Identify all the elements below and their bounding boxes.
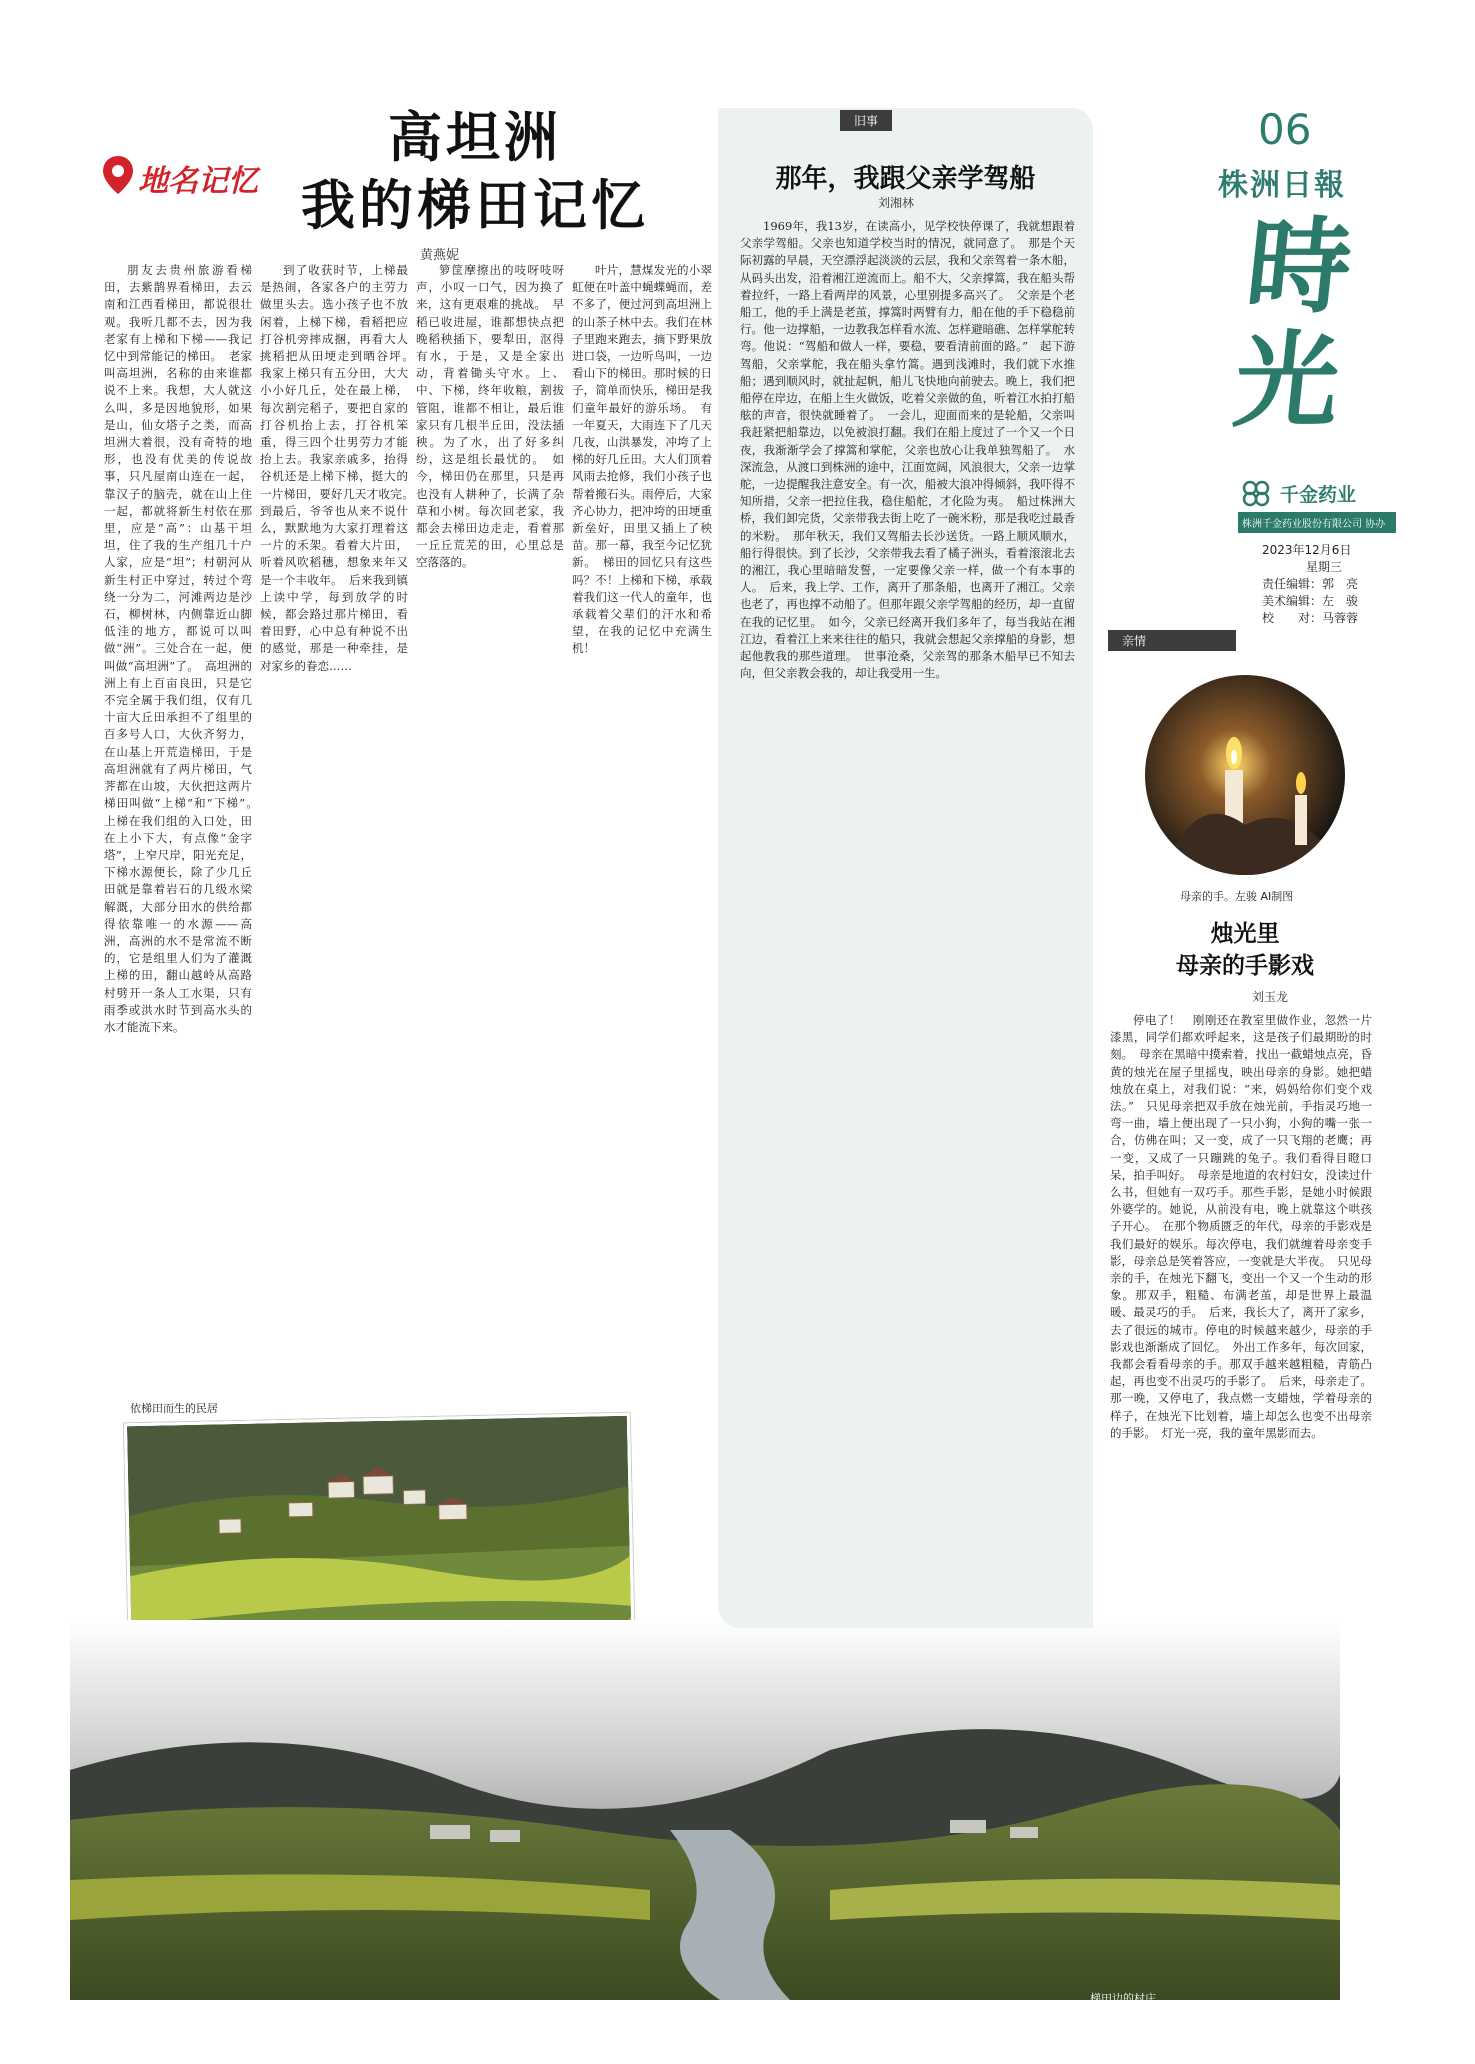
article-author: 黄燕妮 <box>420 248 460 263</box>
proofreader: 校 对：马蓉蓉 <box>1262 611 1359 625</box>
section-tag-old-story: 旧事 <box>840 110 892 131</box>
article-2-title: 那年，我跟父亲学驾船 <box>775 164 1036 194</box>
image-caption: 母亲的手。左骏 AI制图 <box>1180 890 1294 903</box>
chief-editor: 责任编辑：郭 亮 <box>1262 577 1359 591</box>
article-2-text: 1969年，我13岁，在读高小，见学校快停课了，我就想跟着父亲学驾船。父亲也知道学校当时的情况，就同意了。 那是个天际初露的早晨，天空漂浮起淡淡的云层，我和父亲驾着一条木船，从码头出发，沿着湘江逆流而上。船不大，父亲撑篙，我在船头帮着拉纤，一路上看两岸的风景，心里别提多高兴了。 父亲是个老船工，他的手上满是老茧，撑篙时两臂有力，船在他的手下稳稳前行。他一边撑船，一边教我怎样看水流、怎样避暗礁、怎样掌舵转弯。他说：“驾船和做人一样，要稳，要看清前面的路。” 起下游驾船，父亲掌舵，我在船头拿竹篙。遇到浅滩时，我们就下水推船；遇到顺风时，就扯起帆，船儿飞快地向前驶去。晚上，我们把船停在岸边，在船上生火做饭，吃着父亲做的鱼，听着江水拍打船舷的声音，很快就睡着了。 一会儿，迎面而来的是轮船，父亲叫我赶紧把船靠边，以免被浪打翻。我们在船上度过了一个又一个日夜，我渐渐学会了撑篙和掌舵，父亲也放心让我单独驾船了。 水深流急，从渡口到株洲的途中，江面宽阔，风浪很大，父亲一边掌舵，一边提醒我注意安全。有一次，船被大浪冲得倾斜，我吓得不知所措，父亲一把拉住我，稳住船舵，才化险为夷。 船过株洲大桥，我们卸完货，父亲带我去街上吃了一碗米粉，那是我吃过最香的米粉。 那年秋天，我们又驾船去长沙送货。一路上顺风顺水，船行得很快。到了长沙，父亲带我去看了橘子洲头，看着滚滚北去的湘江，我心里暗暗发誓，一定要像父亲一样，做一个有本事的人。 后来，我上学、工作，离开了那条船，也离开了湘江。父亲也老了，再也撑不动船了。但那年跟父亲学驾船的经历，却一直留在我的记忆里。 如今，父亲已经离开我们多年了，每当我站在湘江边，看着江上来来往往的船只，我就会想起父亲撑船的身影，想起他教我的那些道理。 世事沧桑，父亲驾的那条木船早已不知去向，但父亲教会我的，却让我受用一生。 <box>740 219 1075 681</box>
article-column-1 <box>104 262 252 1302</box>
article-3-title-line-1: 烛光里 <box>1210 921 1280 947</box>
section-tag-label: 地名记忆 <box>138 164 258 199</box>
article-3-text: 停电了！ 刚刚还在教室里做作业，忽然一片漆黑，同学们都欢呼起来，这是孩子们最期盼的时刻。 母亲在黑暗中摸索着，找出一截蜡烛点亮，昏黄的烛光在屋子里摇曳，映出母亲的身影。她把蜡烛放在桌上，对我们说：“来，妈妈给你们变个戏法。” 只见母亲把双手放在烛光前，手指灵巧地一弯一曲，墙上便出现了一只小狗，小狗的嘴一张一合，仿佛在叫；又一变，成了一只飞翔的老鹰；再一变，又成了一只蹦跳的兔子。我们看得目瞪口呆，拍手叫好。 母亲是地道的农村妇女，没读过什么书，但她有一双巧手。那些手影，是她小时候跟外婆学的。她说，从前没有电，晚上就靠这个哄孩子开心。 在那个物质匮乏的年代，母亲的手影戏是我们最好的娱乐。每次停电，我们就缠着母亲变手影，母亲总是笑着答应，一变就是大半夜。 只见母亲的手，在烛光下翻飞，变出一个又一个生动的形象。那双手，粗糙、布满老茧，却是世界上最温暖、最灵巧的手。 后来，我长大了，离开了家乡，去了很远的城市。停电的时候越来越少，母亲的手影戏也渐渐成了回忆。 外出工作多年，每次回家，我都会看看母亲的手。那双手越来越粗糙，青筋凸起，再也变不出灵巧的手影了。 后来，母亲走了。那一晚，又停电了，我点燃一支蜡烛，学着母亲的样子，在烛光下比划着，墙上却怎么也变不出母亲的手影。 灯光一亮，我的童年黑影而去。 <box>1110 1013 1372 1440</box>
photo-2-caption: 梯田边的村庄 <box>1090 1992 1156 2005</box>
issue-weekday: 星期三 <box>1306 560 1343 574</box>
article-title <box>280 104 670 240</box>
column-4-text: 叶片，慧煤发光的小翠虹便在叶盖中蝇蝶蝇而，差不多了，便过河到高坦洲上的山茶子林中去。我们在林子里跑来跑去，摘下野果放进口袋，一边听鸟叫，一边看山下的梯田。那时候的日子，简单而快乐，梯田是我们童年最好的游乐场。 有一年夏天，大雨连下了几天几夜，山洪暴发，冲垮了上梯的好几丘田。大人们顶着风雨去抢修，我们小孩子也帮着搬石头。雨停后，大家齐心协力，把冲垮的田埂重新垒好，田里又插上了秧苗。那一幕，我至今记忆犹新。 梯田的回忆只有这些吗？不！上梯和下梯，承载着我们这一代人的童年，也承载着父辈们的汗水和希望，在我的记忆中充满生机！ <box>572 263 712 656</box>
article-3-body <box>1110 1012 1372 1842</box>
article-3-title-line-2: 母亲的手影戏 <box>1176 953 1314 979</box>
mother-hand-image <box>1145 675 1345 875</box>
issue-info <box>1262 542 1358 627</box>
photo-1-caption: 依梯田而生的民居 <box>130 1402 218 1415</box>
place-memory-tag <box>100 150 275 198</box>
article-3-author: 刘玉龙 <box>1252 990 1289 1004</box>
page-number: 06 <box>1258 105 1312 154</box>
sponsor-name: 千金药业 <box>1280 484 1357 506</box>
sponsor-line: 株洲千金药业股份有限公司 协办 <box>1238 512 1396 533</box>
article-column-4 <box>572 262 712 1302</box>
column-2-text: 到了收获时节，上梯最是热闹，各家各户的主劳力做里头去。选小孩子也不放闲着，上梯下梯，看稻把应打谷机旁摔成捆，再看大人挑稻把从田埂走到晒谷坪。 我家上梯只有五分田，大大小小好几丘，处在最上梯，每次割完稻子，要把自家的打谷机抬上去，打谷机笨重，得三四个壮男劳力才能抬上去。我家亲戚多，抬得谷机还是上梯下梯，挺大的一片梯田，要好几天才收完。 到最后，爷爷也从来不说什么，默默地为大家打理着这一片的禾架。看着大片田，听着风吹稻穗，想象来年又是一个丰收年。 后来我到镇上读中学，每到放学的时候，都会路过那片梯田，看着田野，心中总有种说不出的感觉，那是一种牵挂，是对家乡的眷恋…… <box>260 263 408 673</box>
column-1-text: 朋友去贵州旅游看梯田，去紫鹊界看梯田，去云南和江西看梯田，都说很壮观。我听几都不去，因为我老家有上梯和下梯——我记忆中到常能记的梯田。 老家叫高坦洲，名称的由来谁都说不上来。我想，大人就这么叫，多是因地貌形，如果是山，仙女塔子之类，而高坦洲大着很，没有奇特的地形，也没有优美的传说故事，只凡屋南山连在一起，靠汉子的脑壳，就在山上住一起，都就将新生村依在那里，应是“高”：山基干坦坦，住了我的生产组几十户人家，应是“坦”；村朝河从新生村正中穿过，转过个弯绕一分为二，河滩两边是沙石，柳树林，内侧靠近山脚低洼的地方，都说可以叫做“洲”。三处合在一起，便叫做“高坦洲”了。 高坦洲的洲上有上百亩良田，只是它不完全属于我们组，仅有几十亩大丘田承担不了组里的百多号人口，大伙齐努力，在山基上开荒造梯田，于是高坦洲就有了两片梯田，气荠都在山坡，大伙把这两片梯田叫做“上梯”和“下梯”。 上梯在我们组的入口处，田在上小下大，有点像“金字塔”，上窄尺岸，阳光充足，下梯水源便长，除了少几丘田就是靠着岩石的几级水梁解溉，大部分田水的供给都得依靠唯一的水源——高洲，高洲的水不是常流不断的，它是组里人们为了灌溉上梯的田，翻山越岭从高路村劈开一条人工水渠，只有雨季或洪水时节到高水头的水才能流下来。 <box>104 263 252 1034</box>
masthead-title: 株洲日報 <box>1218 168 1346 203</box>
article-3-title <box>1150 918 1340 982</box>
art-editor: 美术编辑：左 骏 <box>1262 594 1359 608</box>
article-2-body <box>740 218 1075 1608</box>
article-column-2 <box>260 262 408 1302</box>
article-2-author: 刘湘林 <box>878 196 915 210</box>
title-line-1: 高坦洲 <box>388 106 562 169</box>
flower-logo-icon <box>1240 478 1276 508</box>
column-title: 時光 <box>1228 205 1358 442</box>
article-column-3 <box>416 262 564 1302</box>
title-line-2: 我的梯田记忆 <box>301 174 649 237</box>
issue-date: 2023年12月6日 <box>1262 543 1352 557</box>
column-3-text: 箩筐摩擦出的吱呀吱呀声，小叹一口气，因为换了来，这有更艰难的挑战。 早稻已收进屋，谁都想快点把晚稻秧插下，要犁田，沤得有水，于是，又是全家出动，背着锄头守水。上、中、下梯，终年收粮，割拔管阻，谁都不相让，最后谁家只有几根半丘田，没法插秧。为了水，出了好多纠纷，这是组长最忧的。 如今，梯田仍在那里，只是再也没有人耕种了，长满了杂草和小树。每次回老家，我都会去梯田边走走，看着那一丘丘荒芜的田，心里总是空落落的。 <box>416 263 564 570</box>
section-tag-family: 亲情 <box>1108 630 1236 651</box>
